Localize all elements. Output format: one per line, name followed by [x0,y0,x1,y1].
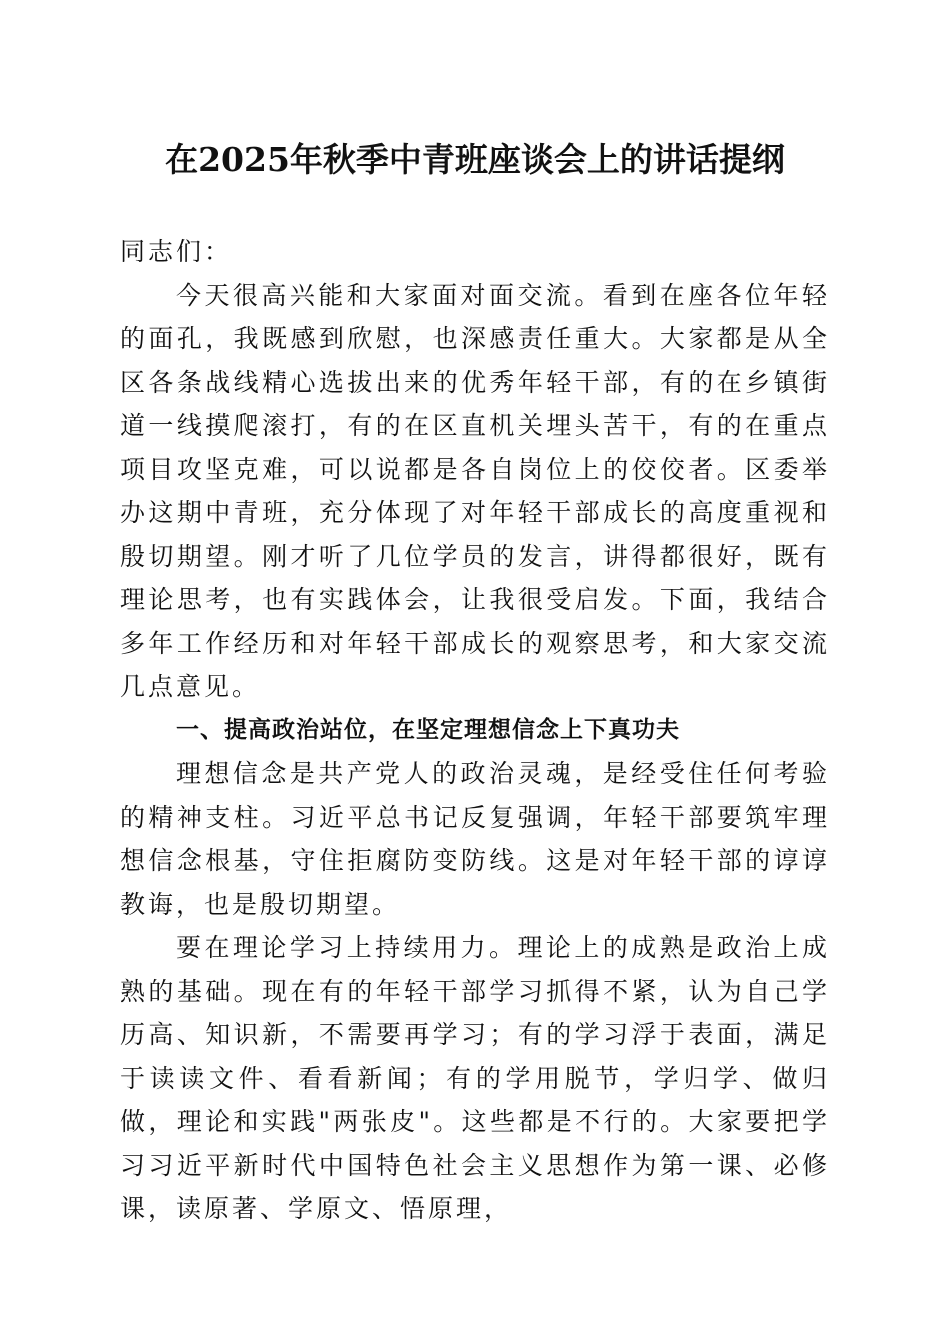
section-heading-1: 一、提高政治站位，在坚定理想信念上下真功夫 [176,716,680,743]
document-body [120,230,830,1231]
document-title: 在2025年秋季中青班座谈会上的讲话提纲 [165,140,785,179]
intro-paragraph: 今天很高兴能和大家面对面交流。看到在座各位年轻的面孔，我既感到欣慰，也深感责任重大。大家都是从全区各条战线精心选拔出来的优秀年轻干部，有的在乡镇街道一线摸爬滚打，有的在区直机关埋头苦干，有的在重点项目攻坚克难，可以说都是各自岗位上的佼佼者。区委举办这期中青班，充分体现了对年轻干部成长的高度重视和殷切期望。刚才听了几位学员的发言，讲得都很好，既有理论思考，也有实践体会，让我很受启发。下面，我结合多年工作经历和对年轻干部成长的观察思考，和大家交流几点意见。 [120,280,830,701]
section-1-paragraph: 理想信念是共产党人的政治灵魂，是经受住任何考验的精神支柱。习近平总书记反复强调，年轻干部要筑牢理想信念根基，守住拒腐防变防线。这是对年轻干部的谆谆教诲，也是殷切期望。 [120,759,830,919]
section-1-paragraph: 要在理论学习上持续用力。理论上的成熟是政治上成熟的基础。现在有的年轻干部学习抓得不紧，认为自己学历高、知识新，不需要再学习；有的学习浮于表面，满足于读读文件、看看新闻；有的学用脱节，学归学、做归做，理论和实践"两张皮"。这些都是不行的。大家要把学习习近平新时代中国特色社会主义思想作为第一课、必修课，读原著、学原文、悟原理， [120,933,830,1223]
salutation: 同志们： [120,237,233,266]
